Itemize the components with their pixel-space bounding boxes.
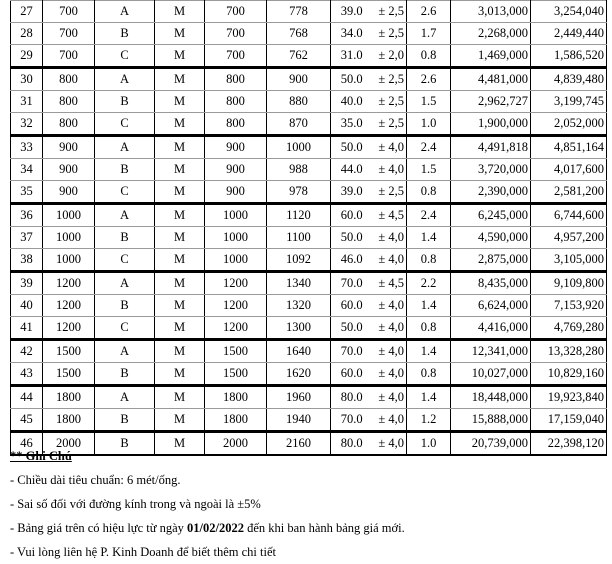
table-row: [11, 113, 607, 136]
inner-diameter-cell: 1200: [205, 317, 267, 340]
joint-type-cell: M: [155, 317, 205, 340]
inner-diameter-cell: 900: [205, 136, 267, 159]
wall-thickness: 50.0: [340, 72, 363, 86]
outer-diameter-cell: 768: [267, 23, 331, 45]
price-after-tax-cell: 4,851,164: [531, 136, 607, 159]
nominal-diameter-cell: 800: [43, 113, 95, 136]
table-row: [11, 136, 607, 159]
thickness-tolerance: ± 4,0: [378, 230, 404, 244]
note-validity: [10, 516, 405, 540]
row-number-cell: 46: [11, 432, 43, 456]
wall-thickness-cell: [331, 227, 407, 249]
notes-title: ** Ghi Chú: [10, 449, 72, 463]
inner-diameter-cell: 1200: [205, 272, 267, 295]
table-row: [11, 181, 607, 204]
price-after-tax-cell: 2,449,440: [531, 23, 607, 45]
inner-diameter-cell: 1000: [205, 204, 267, 227]
row-number-cell: 42: [11, 340, 43, 363]
nominal-diameter-cell: 1200: [43, 272, 95, 295]
outer-diameter-cell: 870: [267, 113, 331, 136]
wall-thickness-cell: [331, 136, 407, 159]
note-validity-date: 01/02/2022: [187, 521, 244, 535]
weight-cell: 2.4: [407, 204, 451, 227]
wall-thickness: 70.0: [340, 412, 363, 426]
load-class-cell: B: [95, 432, 155, 456]
wall-thickness-cell: [331, 1, 407, 23]
wall-thickness: 60.0: [340, 208, 363, 222]
joint-type-cell: M: [155, 363, 205, 386]
inner-diameter-cell: 700: [205, 45, 267, 68]
wall-thickness-cell: [331, 23, 407, 45]
table-row: [11, 45, 607, 68]
load-class-cell: B: [95, 159, 155, 181]
thickness-tolerance: ± 2,5: [378, 116, 404, 130]
inner-diameter-cell: 1500: [205, 363, 267, 386]
nominal-diameter-cell: 1800: [43, 409, 95, 432]
row-number-cell: 37: [11, 227, 43, 249]
thickness-tolerance: ± 2,0: [378, 48, 404, 62]
thickness-tolerance: ± 2,5: [378, 184, 404, 198]
joint-type-cell: M: [155, 340, 205, 363]
weight-cell: 0.8: [407, 317, 451, 340]
joint-type-cell: M: [155, 409, 205, 432]
wall-thickness: 80.0: [340, 390, 363, 404]
inner-diameter-cell: 1200: [205, 295, 267, 317]
load-class-cell: B: [95, 295, 155, 317]
weight-cell: 2.2: [407, 272, 451, 295]
weight-cell: 2.6: [407, 1, 451, 23]
inner-diameter-cell: 1000: [205, 249, 267, 272]
wall-thickness: 39.0: [340, 4, 363, 18]
nominal-diameter-cell: 700: [43, 23, 95, 45]
table-row: [11, 386, 607, 409]
load-class-cell: A: [95, 136, 155, 159]
wall-thickness: 44.0: [340, 162, 363, 176]
nominal-diameter-cell: 1000: [43, 227, 95, 249]
inner-diameter-cell: 800: [205, 91, 267, 113]
price-before-tax-cell: 2,268,000: [451, 23, 531, 45]
weight-cell: 1.5: [407, 91, 451, 113]
wall-thickness-cell: [331, 159, 407, 181]
thickness-tolerance: ± 4,5: [378, 208, 404, 222]
table-body: [11, 1, 607, 456]
joint-type-cell: M: [155, 45, 205, 68]
joint-type-cell: M: [155, 272, 205, 295]
joint-type-cell: M: [155, 204, 205, 227]
weight-cell: 0.8: [407, 45, 451, 68]
wall-thickness-cell: [331, 91, 407, 113]
price-before-tax-cell: 6,245,000: [451, 204, 531, 227]
wall-thickness: 50.0: [340, 320, 363, 334]
table-row: [11, 23, 607, 45]
nominal-diameter-cell: 1000: [43, 204, 95, 227]
joint-type-cell: M: [155, 386, 205, 409]
weight-cell: 2.6: [407, 68, 451, 91]
table-row: [11, 409, 607, 432]
price-after-tax-cell: 1,586,520: [531, 45, 607, 68]
load-class-cell: A: [95, 1, 155, 23]
thickness-tolerance: ± 4,0: [378, 320, 404, 334]
thickness-tolerance: ± 4,0: [378, 390, 404, 404]
nominal-diameter-cell: 1500: [43, 340, 95, 363]
inner-diameter-cell: 1000: [205, 227, 267, 249]
joint-type-cell: M: [155, 1, 205, 23]
price-before-tax-cell: 2,390,000: [451, 181, 531, 204]
notes-section: [10, 444, 405, 564]
wall-thickness: 70.0: [340, 344, 363, 358]
outer-diameter-cell: 1092: [267, 249, 331, 272]
price-before-tax-cell: 1,469,000: [451, 45, 531, 68]
outer-diameter-cell: 978: [267, 181, 331, 204]
weight-cell: 1.4: [407, 227, 451, 249]
joint-type-cell: M: [155, 432, 205, 456]
price-before-tax-cell: 3,720,000: [451, 159, 531, 181]
inner-diameter-cell: 1800: [205, 409, 267, 432]
price-after-tax-cell: 4,839,480: [531, 68, 607, 91]
price-before-tax-cell: 12,341,000: [451, 340, 531, 363]
outer-diameter-cell: 1640: [267, 340, 331, 363]
row-number-cell: 39: [11, 272, 43, 295]
weight-cell: 1.5: [407, 159, 451, 181]
joint-type-cell: M: [155, 23, 205, 45]
price-after-tax-cell: 10,829,160: [531, 363, 607, 386]
price-before-tax-cell: 4,590,000: [451, 227, 531, 249]
load-class-cell: C: [95, 317, 155, 340]
outer-diameter-cell: 778: [267, 1, 331, 23]
price-before-tax-cell: 15,888,000: [451, 409, 531, 432]
joint-type-cell: M: [155, 249, 205, 272]
price-before-tax-cell: 20,739,000: [451, 432, 531, 456]
price-after-tax-cell: 6,744,600: [531, 204, 607, 227]
wall-thickness-cell: [331, 409, 407, 432]
load-class-cell: B: [95, 227, 155, 249]
wall-thickness-cell: [331, 272, 407, 295]
weight-cell: 1.0: [407, 432, 451, 456]
wall-thickness: 60.0: [340, 366, 363, 380]
wall-thickness-cell: [331, 181, 407, 204]
nominal-diameter-cell: 1200: [43, 295, 95, 317]
inner-diameter-cell: 800: [205, 68, 267, 91]
nominal-diameter-cell: 800: [43, 68, 95, 91]
price-after-tax-cell: 2,581,200: [531, 181, 607, 204]
row-number-cell: 41: [11, 317, 43, 340]
table-row: [11, 159, 607, 181]
table-row: [11, 91, 607, 113]
wall-thickness-cell: [331, 317, 407, 340]
outer-diameter-cell: 2160: [267, 432, 331, 456]
row-number-cell: 43: [11, 363, 43, 386]
row-number-cell: 29: [11, 45, 43, 68]
note-validity-pre: - Bảng giá trên có hiệu lực từ ngày: [10, 521, 188, 535]
outer-diameter-cell: 1320: [267, 295, 331, 317]
table-row: [11, 249, 607, 272]
row-number-cell: 31: [11, 91, 43, 113]
nominal-diameter-cell: 1200: [43, 317, 95, 340]
thickness-tolerance: ± 2,5: [378, 94, 404, 108]
wall-thickness-cell: [331, 295, 407, 317]
nominal-diameter-cell: 1800: [43, 386, 95, 409]
load-class-cell: B: [95, 23, 155, 45]
price-after-tax-cell: 9,109,800: [531, 272, 607, 295]
price-after-tax-cell: 3,254,040: [531, 1, 607, 23]
note-validity-post: đến khi ban hành bảng giá mới.: [244, 521, 405, 535]
price-before-tax-cell: 4,416,000: [451, 317, 531, 340]
table-row: [11, 227, 607, 249]
weight-cell: 1.2: [407, 409, 451, 432]
outer-diameter-cell: 1960: [267, 386, 331, 409]
wall-thickness: 50.0: [340, 230, 363, 244]
joint-type-cell: M: [155, 136, 205, 159]
outer-diameter-cell: 880: [267, 91, 331, 113]
load-class-cell: B: [95, 409, 155, 432]
inner-diameter-cell: 700: [205, 23, 267, 45]
price-table: [10, 0, 607, 456]
thickness-tolerance: ± 4,0: [378, 412, 404, 426]
inner-diameter-cell: 2000: [205, 432, 267, 456]
row-number-cell: 32: [11, 113, 43, 136]
price-after-tax-cell: 3,105,000: [531, 249, 607, 272]
inner-diameter-cell: 900: [205, 181, 267, 204]
thickness-tolerance: ± 2,5: [378, 72, 404, 86]
note-standard-length: - Chiều dài tiêu chuẩn: 6 mét/ống.: [10, 473, 181, 487]
weight-cell: 1.0: [407, 113, 451, 136]
inner-diameter-cell: 800: [205, 113, 267, 136]
weight-cell: 0.8: [407, 249, 451, 272]
wall-thickness: 39.0: [340, 184, 363, 198]
row-number-cell: 27: [11, 1, 43, 23]
weight-cell: 2.4: [407, 136, 451, 159]
joint-type-cell: M: [155, 227, 205, 249]
price-after-tax-cell: 22,398,120: [531, 432, 607, 456]
thickness-tolerance: ± 2,5: [378, 26, 404, 40]
thickness-tolerance: ± 4,0: [378, 252, 404, 266]
wall-thickness: 46.0: [340, 252, 363, 266]
outer-diameter-cell: 1340: [267, 272, 331, 295]
load-class-cell: B: [95, 91, 155, 113]
wall-thickness: 70.0: [340, 276, 363, 290]
joint-type-cell: M: [155, 91, 205, 113]
load-class-cell: A: [95, 386, 155, 409]
weight-cell: 0.8: [407, 363, 451, 386]
wall-thickness-cell: [331, 45, 407, 68]
wall-thickness-cell: [331, 363, 407, 386]
wall-thickness: 50.0: [340, 140, 363, 154]
price-after-tax-cell: 4,769,280: [531, 317, 607, 340]
load-class-cell: A: [95, 340, 155, 363]
price-before-tax-cell: 4,491,818: [451, 136, 531, 159]
joint-type-cell: M: [155, 68, 205, 91]
note-contact: - Vui lòng liên hệ P. Kinh Doanh để biết thêm chi tiết: [10, 545, 276, 559]
price-before-tax-cell: 6,624,000: [451, 295, 531, 317]
wall-thickness: 60.0: [340, 298, 363, 312]
price-after-tax-cell: 4,957,200: [531, 227, 607, 249]
load-class-cell: A: [95, 204, 155, 227]
inner-diameter-cell: 900: [205, 159, 267, 181]
weight-cell: 1.7: [407, 23, 451, 45]
outer-diameter-cell: 900: [267, 68, 331, 91]
thickness-tolerance: ± 4,0: [378, 298, 404, 312]
nominal-diameter-cell: 900: [43, 181, 95, 204]
row-number-cell: 30: [11, 68, 43, 91]
nominal-diameter-cell: 2000: [43, 432, 95, 456]
price-before-tax-cell: 1,900,000: [451, 113, 531, 136]
nominal-diameter-cell: 900: [43, 136, 95, 159]
wall-thickness-cell: [331, 249, 407, 272]
nominal-diameter-cell: 700: [43, 45, 95, 68]
thickness-tolerance: ± 4,0: [378, 436, 404, 450]
nominal-diameter-cell: 1000: [43, 249, 95, 272]
price-after-tax-cell: 7,153,920: [531, 295, 607, 317]
nominal-diameter-cell: 700: [43, 1, 95, 23]
table-row: [11, 204, 607, 227]
row-number-cell: 33: [11, 136, 43, 159]
row-number-cell: 44: [11, 386, 43, 409]
table-row: [11, 317, 607, 340]
load-class-cell: C: [95, 113, 155, 136]
weight-cell: 1.4: [407, 295, 451, 317]
weight-cell: 0.8: [407, 181, 451, 204]
wall-thickness: 40.0: [340, 94, 363, 108]
wall-thickness-cell: [331, 113, 407, 136]
wall-thickness: 80.0: [340, 436, 363, 450]
load-class-cell: B: [95, 363, 155, 386]
load-class-cell: A: [95, 68, 155, 91]
row-number-cell: 36: [11, 204, 43, 227]
thickness-tolerance: ± 4,0: [378, 162, 404, 176]
wall-thickness: 34.0: [340, 26, 363, 40]
thickness-tolerance: ± 4,5: [378, 276, 404, 290]
price-before-tax-cell: 8,435,000: [451, 272, 531, 295]
inner-diameter-cell: 700: [205, 1, 267, 23]
weight-cell: 1.4: [407, 386, 451, 409]
price-after-tax-cell: 4,017,600: [531, 159, 607, 181]
wall-thickness: 31.0: [340, 48, 363, 62]
outer-diameter-cell: 1300: [267, 317, 331, 340]
outer-diameter-cell: 762: [267, 45, 331, 68]
price-before-tax-cell: 2,875,000: [451, 249, 531, 272]
load-class-cell: A: [95, 272, 155, 295]
row-number-cell: 45: [11, 409, 43, 432]
row-number-cell: 35: [11, 181, 43, 204]
joint-type-cell: M: [155, 295, 205, 317]
joint-type-cell: M: [155, 159, 205, 181]
nominal-diameter-cell: 900: [43, 159, 95, 181]
outer-diameter-cell: 1000: [267, 136, 331, 159]
nominal-diameter-cell: 1500: [43, 363, 95, 386]
load-class-cell: C: [95, 249, 155, 272]
price-before-tax-cell: 10,027,000: [451, 363, 531, 386]
wall-thickness-cell: [331, 204, 407, 227]
load-class-cell: C: [95, 181, 155, 204]
price-after-tax-cell: 13,328,280: [531, 340, 607, 363]
outer-diameter-cell: 1620: [267, 363, 331, 386]
outer-diameter-cell: 1120: [267, 204, 331, 227]
outer-diameter-cell: 988: [267, 159, 331, 181]
note-tolerance: - Sai số đối với đường kính trong và ngoài là ±5%: [10, 497, 261, 511]
table-row: [11, 1, 607, 23]
price-after-tax-cell: 19,923,840: [531, 386, 607, 409]
wall-thickness-cell: [331, 386, 407, 409]
price-after-tax-cell: 17,159,040: [531, 409, 607, 432]
thickness-tolerance: ± 4,0: [378, 140, 404, 154]
wall-thickness: 35.0: [340, 116, 363, 130]
weight-cell: 1.4: [407, 340, 451, 363]
load-class-cell: C: [95, 45, 155, 68]
thickness-tolerance: ± 2,5: [378, 4, 404, 18]
joint-type-cell: M: [155, 181, 205, 204]
price-before-tax-cell: 3,013,000: [451, 1, 531, 23]
table-row: [11, 295, 607, 317]
thickness-tolerance: ± 4,0: [378, 366, 404, 380]
row-number-cell: 38: [11, 249, 43, 272]
outer-diameter-cell: 1940: [267, 409, 331, 432]
inner-diameter-cell: 1800: [205, 386, 267, 409]
price-after-tax-cell: 3,199,745: [531, 91, 607, 113]
table-row: [11, 363, 607, 386]
table-row: [11, 272, 607, 295]
price-before-tax-cell: 18,448,000: [451, 386, 531, 409]
table-row: [11, 68, 607, 91]
wall-thickness-cell: [331, 68, 407, 91]
row-number-cell: 40: [11, 295, 43, 317]
price-before-tax-cell: 4,481,000: [451, 68, 531, 91]
price-before-tax-cell: 2,962,727: [451, 91, 531, 113]
wall-thickness-cell: [331, 340, 407, 363]
inner-diameter-cell: 1500: [205, 340, 267, 363]
table-row: [11, 340, 607, 363]
outer-diameter-cell: 1100: [267, 227, 331, 249]
price-after-tax-cell: 2,052,000: [531, 113, 607, 136]
row-number-cell: 34: [11, 159, 43, 181]
joint-type-cell: M: [155, 113, 205, 136]
thickness-tolerance: ± 4,0: [378, 344, 404, 358]
nominal-diameter-cell: 800: [43, 91, 95, 113]
row-number-cell: 28: [11, 23, 43, 45]
